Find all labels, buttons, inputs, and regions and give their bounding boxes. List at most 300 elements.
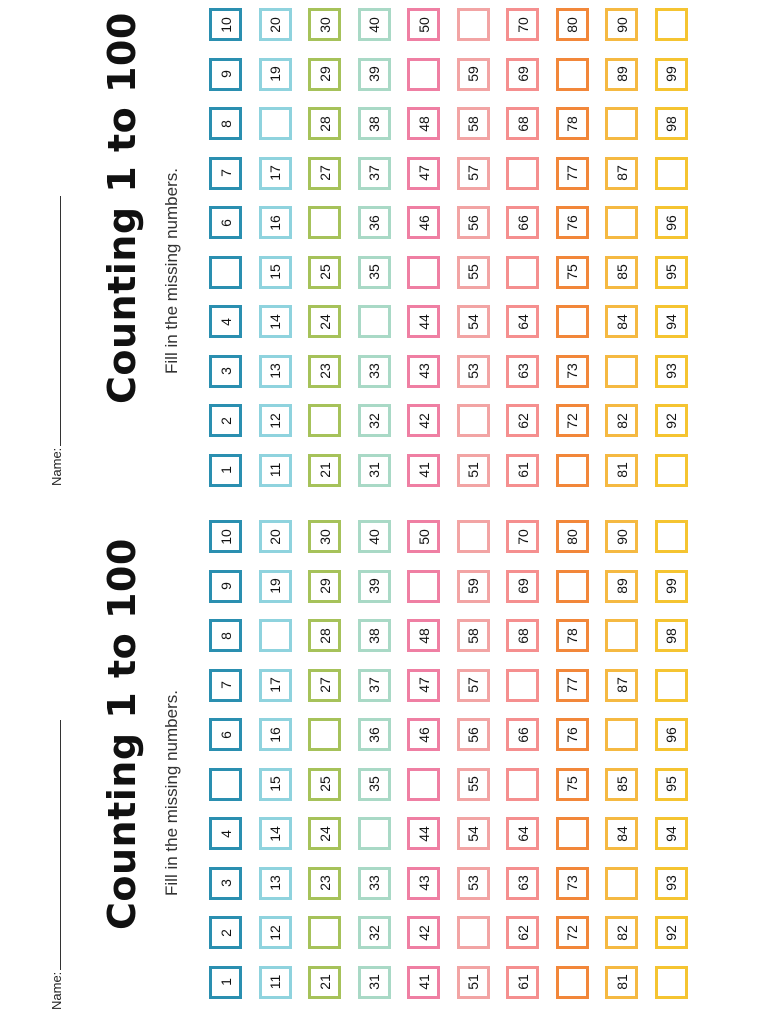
number-box <box>308 867 341 900</box>
number-label: 33 <box>366 363 382 379</box>
number-box <box>506 570 539 603</box>
number-label: 35 <box>366 264 382 280</box>
number-box <box>605 256 638 289</box>
number-box <box>259 256 292 289</box>
blank-number-box[interactable] <box>308 404 341 437</box>
number-box <box>506 454 539 487</box>
number-label: 68 <box>514 627 531 644</box>
number-label: 76 <box>564 214 580 231</box>
number-box <box>209 669 242 702</box>
number-box <box>457 107 490 140</box>
page-title: Counting 1 to 100 <box>100 538 144 930</box>
number-box <box>605 305 638 338</box>
number-label: 40 <box>366 16 382 33</box>
number-label: 1 <box>217 466 234 474</box>
number-box <box>457 256 490 289</box>
number-box <box>506 107 539 140</box>
number-box <box>358 206 391 239</box>
number-box <box>605 669 638 702</box>
number-label: 70 <box>514 528 531 545</box>
number-box <box>407 867 440 900</box>
number-box <box>209 8 242 41</box>
number-label: 17 <box>267 677 283 693</box>
number-label: 92 <box>663 412 679 429</box>
number-label: 44 <box>415 825 432 842</box>
number-box <box>407 718 440 751</box>
number-box <box>407 206 440 239</box>
number-label: 2 <box>217 928 234 937</box>
number-box <box>407 107 440 140</box>
number-box <box>556 669 589 702</box>
number-box <box>259 206 292 239</box>
number-box <box>506 404 539 437</box>
number-label: 66 <box>514 214 531 231</box>
number-label: 37 <box>366 165 382 181</box>
number-box <box>605 157 638 190</box>
number-box <box>506 520 539 553</box>
number-box <box>209 718 242 751</box>
number-box <box>457 355 490 388</box>
number-label: 85 <box>613 776 630 792</box>
number-label: 53 <box>465 363 481 379</box>
number-label: 63 <box>514 875 531 891</box>
blank-number-box[interactable] <box>556 817 589 850</box>
number-label: 96 <box>663 726 679 743</box>
number-box <box>506 355 539 388</box>
number-label: 66 <box>514 726 531 743</box>
number-label: 35 <box>366 776 382 792</box>
blank-number-box[interactable] <box>457 8 490 41</box>
number-box <box>209 570 242 603</box>
number-box <box>308 305 341 338</box>
number-label: 43 <box>415 363 432 379</box>
number-box <box>259 768 292 801</box>
number-box <box>556 768 589 801</box>
number-label: 38 <box>366 627 382 644</box>
number-label: 50 <box>415 16 432 33</box>
number-label: 82 <box>613 412 630 429</box>
blank-number-box[interactable] <box>308 916 341 949</box>
number-label: 77 <box>564 165 580 181</box>
number-label: 62 <box>514 924 531 941</box>
number-label: 61 <box>514 462 531 478</box>
blank-number-box[interactable] <box>605 355 638 388</box>
blank-number-box[interactable] <box>506 669 539 702</box>
blank-number-box[interactable] <box>407 768 440 801</box>
number-label: 81 <box>613 974 630 990</box>
number-box <box>358 966 391 999</box>
name-label: Name: <box>49 447 64 486</box>
number-label: 69 <box>514 578 531 594</box>
number-label: 3 <box>217 879 234 887</box>
blank-number-box[interactable] <box>358 817 391 850</box>
number-label: 21 <box>316 974 333 990</box>
number-box <box>308 520 341 553</box>
number-box <box>308 107 341 140</box>
number-box <box>407 157 440 190</box>
number-box <box>209 867 242 900</box>
number-box <box>209 404 242 437</box>
number-box <box>407 404 440 437</box>
number-box <box>308 355 341 388</box>
number-label: 58 <box>465 627 481 644</box>
number-box <box>209 206 242 239</box>
number-label: 92 <box>663 924 679 941</box>
number-box <box>259 305 292 338</box>
number-label: 54 <box>465 825 481 842</box>
number-label: 96 <box>663 214 679 231</box>
number-box <box>605 916 638 949</box>
number-box <box>308 256 341 289</box>
number-box <box>457 817 490 850</box>
number-label: 33 <box>366 875 382 891</box>
number-label: 93 <box>663 875 679 891</box>
number-box <box>308 58 341 91</box>
blank-number-box[interactable] <box>605 619 638 652</box>
blank-number-box[interactable] <box>556 570 589 603</box>
number-box <box>556 256 589 289</box>
blank-number-box[interactable] <box>407 256 440 289</box>
number-box <box>457 454 490 487</box>
number-box <box>259 58 292 91</box>
number-box <box>407 916 440 949</box>
number-box <box>308 768 341 801</box>
number-label: 98 <box>663 115 679 132</box>
number-label: 85 <box>613 264 630 280</box>
number-label: 37 <box>366 677 382 693</box>
number-box <box>209 520 242 553</box>
blank-number-box[interactable] <box>259 107 292 140</box>
number-box <box>407 305 440 338</box>
number-label: 7 <box>217 681 234 689</box>
number-box <box>556 916 589 949</box>
number-label: 46 <box>415 726 432 743</box>
number-label: 55 <box>465 776 481 792</box>
number-box <box>358 58 391 91</box>
number-label: 50 <box>415 528 432 545</box>
number-box <box>506 718 539 751</box>
blank-number-box[interactable] <box>655 454 688 487</box>
number-box <box>655 867 688 900</box>
number-label: 4 <box>217 317 234 326</box>
number-label: 19 <box>267 66 283 82</box>
number-label: 36 <box>366 214 382 231</box>
blank-number-box[interactable] <box>655 157 688 190</box>
number-label: 43 <box>415 875 432 891</box>
blank-number-box[interactable] <box>506 157 539 190</box>
number-label: 64 <box>514 825 531 842</box>
number-label: 47 <box>415 165 432 181</box>
number-label: 16 <box>267 726 283 743</box>
number-box <box>358 404 391 437</box>
number-label: 30 <box>316 528 333 545</box>
name-line[interactable] <box>50 720 61 970</box>
number-grid <box>209 8 699 498</box>
blank-number-box[interactable] <box>655 520 688 553</box>
number-label: 84 <box>613 313 630 330</box>
blank-number-box[interactable] <box>457 404 490 437</box>
number-label: 39 <box>366 578 382 594</box>
number-label: 10 <box>217 16 234 33</box>
number-box <box>358 107 391 140</box>
number-label: 73 <box>564 363 580 379</box>
number-label: 59 <box>465 66 481 82</box>
blank-number-box[interactable] <box>655 669 688 702</box>
number-label: 95 <box>663 776 679 792</box>
number-label: 78 <box>564 115 580 132</box>
number-label: 42 <box>415 924 432 941</box>
number-label: 53 <box>465 875 481 891</box>
number-label: 4 <box>217 829 234 838</box>
number-box <box>556 8 589 41</box>
number-label: 57 <box>465 677 481 693</box>
number-label: 77 <box>564 677 580 693</box>
number-label: 75 <box>564 776 580 792</box>
number-box <box>457 570 490 603</box>
number-label: 87 <box>613 677 630 693</box>
blank-number-box[interactable] <box>655 8 688 41</box>
number-label: 40 <box>366 528 382 545</box>
name-field <box>49 720 64 1010</box>
number-box <box>259 355 292 388</box>
blank-number-box[interactable] <box>209 768 242 801</box>
number-box <box>506 58 539 91</box>
number-box <box>605 454 638 487</box>
number-box <box>605 58 638 91</box>
name-line[interactable] <box>50 196 61 446</box>
page-title: Counting 1 to 100 <box>100 12 144 404</box>
number-label: 42 <box>415 412 432 429</box>
number-box <box>556 355 589 388</box>
number-label: 80 <box>564 528 580 545</box>
number-label: 25 <box>316 264 333 280</box>
number-label: 19 <box>267 578 283 594</box>
number-label: 9 <box>217 582 234 590</box>
number-label: 93 <box>663 363 679 379</box>
number-box <box>259 8 292 41</box>
number-label: 29 <box>316 578 333 594</box>
number-label: 8 <box>217 631 234 640</box>
number-label: 76 <box>564 726 580 743</box>
number-box <box>556 157 589 190</box>
blank-number-box[interactable] <box>308 206 341 239</box>
page-subtitle: Fill in the missing numbers. <box>162 168 181 374</box>
blank-number-box[interactable] <box>556 454 589 487</box>
number-box <box>358 520 391 553</box>
number-box <box>209 619 242 652</box>
number-label: 44 <box>415 313 432 330</box>
blank-number-box[interactable] <box>308 718 341 751</box>
blank-number-box[interactable] <box>655 966 688 999</box>
number-label: 28 <box>316 627 333 644</box>
number-box <box>605 520 638 553</box>
number-box <box>209 305 242 338</box>
number-label: 72 <box>564 412 580 429</box>
number-label: 38 <box>366 115 382 132</box>
number-box <box>358 718 391 751</box>
number-box <box>358 256 391 289</box>
number-label: 90 <box>613 16 630 33</box>
number-box <box>506 206 539 239</box>
number-label: 20 <box>267 528 283 545</box>
number-label: 81 <box>613 462 630 478</box>
number-box <box>259 454 292 487</box>
number-box <box>655 768 688 801</box>
number-label: 78 <box>564 627 580 644</box>
number-box <box>457 206 490 239</box>
blank-number-box[interactable] <box>605 867 638 900</box>
number-label: 89 <box>613 578 630 594</box>
number-label: 70 <box>514 16 531 33</box>
number-box <box>506 867 539 900</box>
number-box <box>358 355 391 388</box>
name-field <box>49 196 64 486</box>
number-box <box>259 916 292 949</box>
number-box <box>605 768 638 801</box>
number-label: 32 <box>366 412 382 429</box>
number-box <box>556 867 589 900</box>
blank-number-box[interactable] <box>506 256 539 289</box>
number-box <box>457 305 490 338</box>
number-label: 24 <box>316 825 333 842</box>
number-label: 11 <box>267 462 283 478</box>
number-label: 62 <box>514 412 531 429</box>
number-box <box>308 669 341 702</box>
number-box <box>457 157 490 190</box>
number-box <box>259 669 292 702</box>
blank-number-box[interactable] <box>605 107 638 140</box>
number-box <box>407 454 440 487</box>
number-label: 63 <box>514 363 531 379</box>
number-box <box>605 966 638 999</box>
number-box <box>655 206 688 239</box>
blank-number-box[interactable] <box>605 206 638 239</box>
number-box <box>308 570 341 603</box>
number-box <box>407 355 440 388</box>
blank-number-box[interactable] <box>506 768 539 801</box>
number-label: 8 <box>217 119 234 128</box>
blank-number-box[interactable] <box>556 966 589 999</box>
number-label: 57 <box>465 165 481 181</box>
number-box <box>506 305 539 338</box>
number-label: 12 <box>267 924 283 941</box>
number-label: 87 <box>613 165 630 181</box>
number-box <box>457 966 490 999</box>
number-label: 24 <box>316 313 333 330</box>
number-box <box>457 867 490 900</box>
blank-number-box[interactable] <box>605 718 638 751</box>
number-label: 89 <box>613 66 630 82</box>
number-label: 82 <box>613 924 630 941</box>
name-label: Name: <box>49 971 64 1010</box>
blank-number-box[interactable] <box>407 570 440 603</box>
number-box <box>457 669 490 702</box>
number-box <box>605 8 638 41</box>
number-label: 27 <box>316 677 333 693</box>
number-box <box>209 817 242 850</box>
number-label: 84 <box>613 825 630 842</box>
number-box <box>358 157 391 190</box>
number-label: 31 <box>366 462 382 478</box>
number-label: 10 <box>217 528 234 545</box>
blank-number-box[interactable] <box>358 305 391 338</box>
number-label: 48 <box>415 627 432 644</box>
number-label: 46 <box>415 214 432 231</box>
number-label: 13 <box>267 363 283 379</box>
number-label: 94 <box>663 313 679 330</box>
number-label: 7 <box>217 169 234 177</box>
number-label: 12 <box>267 412 283 429</box>
number-box <box>655 107 688 140</box>
number-label: 27 <box>316 165 333 181</box>
number-label: 95 <box>663 264 679 280</box>
number-box <box>209 107 242 140</box>
number-label: 36 <box>366 726 382 743</box>
number-box <box>308 966 341 999</box>
number-box <box>655 718 688 751</box>
number-box <box>209 58 242 91</box>
number-label: 51 <box>465 462 481 478</box>
number-label: 56 <box>465 214 481 231</box>
number-box <box>209 454 242 487</box>
number-box <box>605 570 638 603</box>
number-box <box>259 520 292 553</box>
number-label: 51 <box>465 974 481 990</box>
number-label: 20 <box>267 16 283 33</box>
worksheet-sheet-bottom <box>0 512 768 1024</box>
number-label: 41 <box>415 974 432 990</box>
number-box <box>457 768 490 801</box>
number-label: 73 <box>564 875 580 891</box>
number-box <box>655 256 688 289</box>
blank-number-box[interactable] <box>556 305 589 338</box>
number-box <box>655 355 688 388</box>
number-label: 17 <box>267 165 283 181</box>
number-grid <box>209 520 699 1010</box>
number-box <box>457 58 490 91</box>
number-box <box>259 570 292 603</box>
number-box <box>556 404 589 437</box>
number-box <box>259 157 292 190</box>
page-subtitle: Fill in the missing numbers. <box>162 690 181 896</box>
number-box <box>556 718 589 751</box>
number-box <box>407 520 440 553</box>
number-box <box>209 916 242 949</box>
number-box <box>506 817 539 850</box>
number-label: 94 <box>663 825 679 842</box>
blank-number-box[interactable] <box>259 619 292 652</box>
number-box <box>506 916 539 949</box>
number-label: 54 <box>465 313 481 330</box>
blank-number-box[interactable] <box>407 58 440 91</box>
blank-number-box[interactable] <box>209 256 242 289</box>
blank-number-box[interactable] <box>457 916 490 949</box>
number-box <box>209 355 242 388</box>
blank-number-box[interactable] <box>457 520 490 553</box>
number-label: 6 <box>217 730 234 739</box>
number-label: 47 <box>415 677 432 693</box>
number-box <box>308 8 341 41</box>
number-box <box>556 520 589 553</box>
number-label: 58 <box>465 115 481 132</box>
blank-number-box[interactable] <box>556 58 589 91</box>
number-box <box>308 619 341 652</box>
number-label: 15 <box>267 776 283 792</box>
number-box <box>358 916 391 949</box>
number-label: 23 <box>316 363 333 379</box>
number-box <box>259 867 292 900</box>
number-box <box>655 817 688 850</box>
